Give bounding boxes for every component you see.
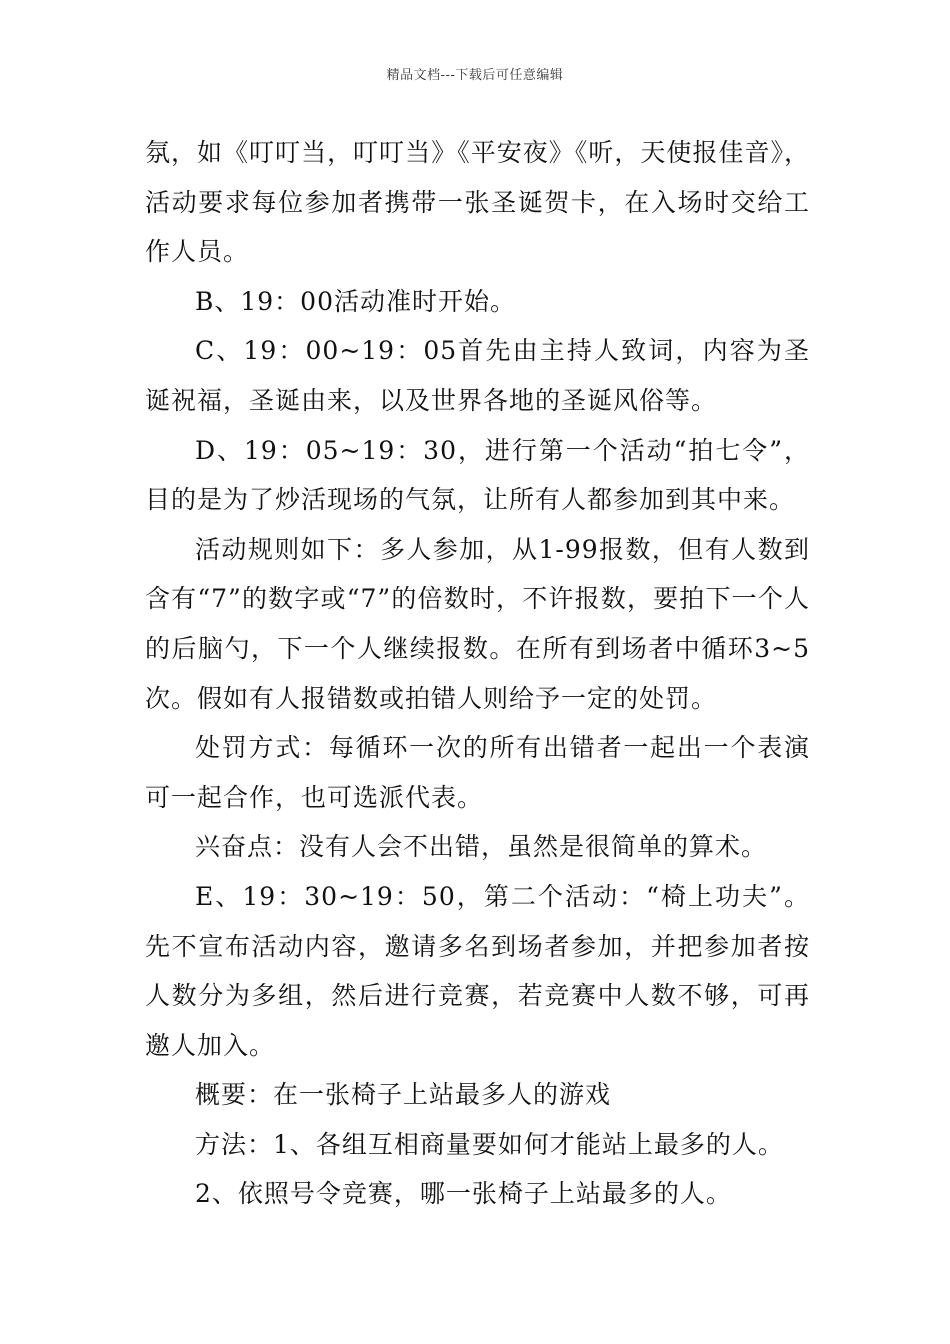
paragraph-10: 方法：1、各组互相商量要如何才能站上最多的人。	[195, 1129, 784, 1159]
paragraph-4: D、19：05~19：30，进行第一个活动“拍七令”，目的是为了炒活现场的气氛，让所有人都参加到其中来。	[145, 435, 810, 515]
paragraph-6: 处罚方式：每循环一次的所有出错者一起出一个表演可一起合作，也可选派代表。	[145, 733, 810, 812]
page-header: 精品文档---下载后可任意编辑	[386, 68, 564, 83]
paragraph-7: 兴奋点：没有人会不出错，虽然是很简单的算术。	[195, 832, 768, 862]
paragraph-2: B、19：00活动准时开始。	[195, 286, 516, 316]
paragraph-11: 2、依照号令竞赛，哪一张椅子上站最多的人。	[195, 1179, 732, 1209]
paragraph-9: 概要：在一张椅子上站最多人的游戏	[195, 1080, 612, 1110]
document-body	[145, 128, 810, 1219]
paragraph-3: C、19：00~19：05首先由主持人致词，内容为圣诞祝福，圣诞由来，以及世界各地的圣诞风俗等。	[145, 336, 810, 415]
paragraph-5: 活动规则如下：多人参加，从1-99报数，但有人数到含有“7”的数字或“7”的倍数时，不许报数，要拍下一个人的后脑勺，下一个人继续报数。在所有到场者中循环3~5次。假如有人报错数或拍错人则给予一定的处罚。	[145, 534, 810, 713]
paragraph-1: 氛，如《叮叮当，叮叮当》《平安夜》《听，天使报佳音》，活动要求每位参加者携带一张圣诞贺卡，在入场时交给工作人员。	[145, 138, 810, 267]
paragraph-8: E、19：30~19：50，第二个活动：“椅上功夫”。先不宣布活动内容，邀请多名到场者参加，并把参加者按人数分为多组，然后进行竞赛，若竞赛中人数不够，可再邀人加入。	[145, 881, 810, 1060]
